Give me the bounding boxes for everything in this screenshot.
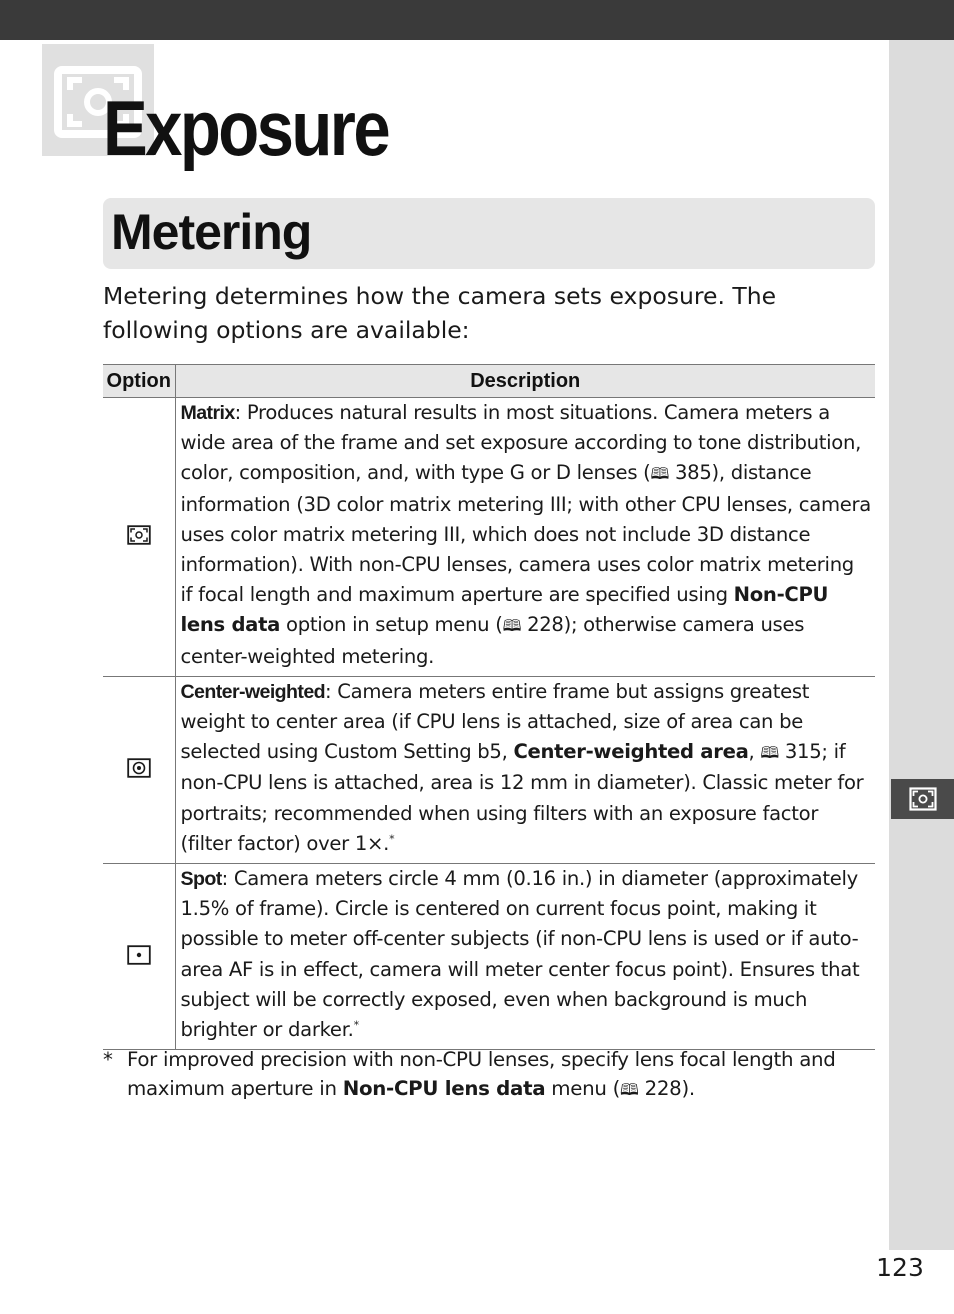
metering-options-table: [103, 364, 875, 1050]
option-column-header: Option: [103, 365, 175, 398]
option-cell: [103, 864, 175, 1050]
center-weighted-metering-icon: [127, 758, 151, 778]
page-ref: 228: [644, 1077, 682, 1100]
side-strip: [889, 40, 954, 1250]
book-icon: 🕮: [650, 464, 670, 484]
chapter-title: Exposure: [103, 84, 389, 172]
menu-item-name: Non-CPU lens data: [342, 1077, 546, 1100]
matrix-metering-icon: [127, 525, 151, 545]
option-term: Matrix: [180, 402, 235, 424]
spot-metering-icon: [127, 945, 151, 965]
footnote-mark: *: [103, 1048, 113, 1071]
option-cell: [103, 676, 175, 863]
table-row: [103, 398, 875, 677]
menu-item-name: Center-weighted area: [513, 740, 749, 764]
book-icon: 🕮: [760, 743, 779, 763]
matrix-metering-icon: [909, 787, 937, 811]
option-cell: [103, 398, 175, 677]
description-cell: Spot: Camera meters circle 4 mm (0.16 in.) in diameter (approximately 1.5% of frame). Circle is centered on current focus point, making it possible to meter off-center subjects (if non-CPU lens is used or if auto-area AF is in effect, camera will meter center focus point). Ensures that subject will be correctly exposed, even when background is much brighter or darker.*: [175, 864, 875, 1050]
page-number: 123: [876, 1253, 924, 1282]
footnote-marker: *: [389, 832, 395, 846]
footnote-text: For improved precision with non-CPU lenses, specify lens focal length and maximum aperture in Non-CPU lens data menu (🕮 228).: [127, 1048, 836, 1100]
page-ref: 315: [784, 740, 822, 764]
page-ref: 385: [675, 461, 712, 485]
page-ref: 228: [527, 613, 564, 637]
option-term: Center-weighted: [180, 680, 325, 703]
book-icon: 🕮: [620, 1080, 639, 1099]
description-column-header: Description: [175, 365, 875, 398]
top-bar: [0, 0, 954, 40]
footnote: [103, 1045, 883, 1104]
description-cell: Center-weighted: Camera meters entire frame but assigns greatest weight to center area (if CPU lens is attached, size of area can be selected using Custom Setting b5, Center-weighted area, 🕮 315; if non-CPU lens is attached, area is 12 mm in diameter). Classic meter for portraits; recommended when using filters with an exposure factor (filter factor) over 1×.*: [175, 676, 875, 863]
table-header-row: [103, 365, 875, 398]
table-row: [103, 676, 875, 863]
description-cell: Matrix: Produces natural results in most situations. Camera meters a wide area of the frame and set exposure according to tone distribution, color, composition, and, with type G or D lenses (🕮 385), distance information (3D color matrix metering III; with other CPU lenses, camera uses color matrix metering III, which does not include 3D distance information). With non-CPU lenses, camera uses color matrix metering if focal length and maximum aperture are specified using Non-CPU lens data option in setup menu (🕮 228); otherwise camera uses center-weighted metering.: [175, 398, 875, 677]
table-row: [103, 864, 875, 1050]
option-term: Spot: [180, 868, 222, 891]
section-title: Metering: [111, 204, 312, 260]
menu-item-name: Non-CPU lens data: [180, 583, 829, 637]
side-tab[interactable]: [891, 779, 954, 819]
footnote-marker: *: [353, 1018, 359, 1032]
intro-text: Metering determines how the camera sets exposure. The following options are available:: [103, 282, 777, 344]
book-icon: 🕮: [502, 616, 522, 636]
